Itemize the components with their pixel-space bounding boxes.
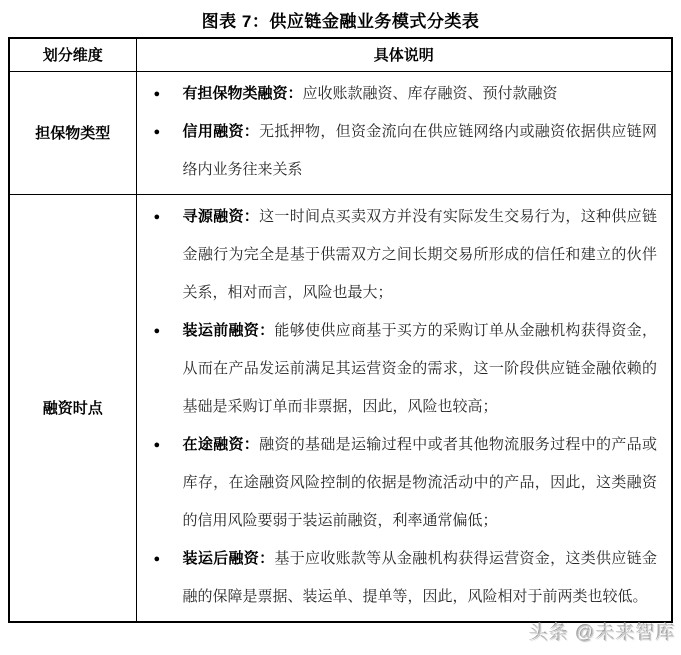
table-row-financing-time [9,194,672,622]
classification-table [8,37,673,623]
list-item-text [183,426,658,540]
term-label: 寻源融资： [182,207,260,225]
term-description: 基于应收账款等从金融机构获得运营资金，这类供应链金融的保障是票据、装运单、提单等，因此，风险相对于前两类也较低。 [182,549,657,605]
bullet-icon: ● [153,87,161,100]
term-label: 在途融资： [182,435,260,453]
list-item-text [183,540,658,616]
term-label: 装运前融资： [182,321,275,339]
bullet-icon: ● [153,438,161,451]
term-description: 融资的基础是运输过程中或者其他物流服务过程中的产品或库存，在途融资风险控制的依据是物流活动中的产品，因此，这类融资的信用风险要弱于装运前融资，利率通常偏低； [182,435,657,529]
table-row-collateral-type [9,71,672,194]
bullet-icon: ● [153,125,161,138]
list-item [154,75,658,113]
header-description: 具体说明 [136,38,672,71]
list-item-text [183,312,658,426]
list-item-text [183,75,658,113]
bullet-icon: ● [153,210,161,223]
description-cell-financing-time [136,194,672,622]
header-dimension: 划分维度 [9,38,136,71]
term-description: 应收账款融资、库存融资、预付款融资 [302,84,558,102]
bullet-icon: ● [153,552,161,565]
list-item-text [183,113,658,189]
watermark: 头条 @未来智库 [529,623,676,644]
list-item [154,426,658,540]
dimension-label-collateral: 担保物类型 [9,71,136,194]
description-cell-collateral [136,71,672,194]
list-item [154,198,658,312]
term-description: 无抵押物，但资金流向在供应链网络内或融资依据供应链网络内业务往来关系 [182,122,657,178]
page-title: 图表 7：供应链金融业务模式分类表 [201,12,480,31]
table-header-row [9,38,672,71]
list-item [154,312,658,426]
term-description: 这一时间点买卖双方并没有实际发生交易行为，这种供应链金融行为完全是基于供需双方之间长期交易所形成的信任和建立的伙伴关系，相对而言，风险也最大； [182,207,657,301]
list-item [154,113,658,189]
list-item [154,540,658,616]
term-label: 装运后融资： [182,549,275,567]
term-label: 信用融资： [182,122,260,140]
list-item-text [183,198,658,312]
term-label: 有担保物类融资： [182,84,303,102]
term-description: 能够使供应商基于买方的采购订单从金融机构获得资金，从而在产品发运前满足其运营资金的需求，这一阶段供应链金融依赖的基础是采购订单而非票据，因此，风险也较高； [182,321,657,415]
bullet-icon: ● [153,324,161,337]
dimension-label-financing-time: 融资时点 [9,194,136,622]
